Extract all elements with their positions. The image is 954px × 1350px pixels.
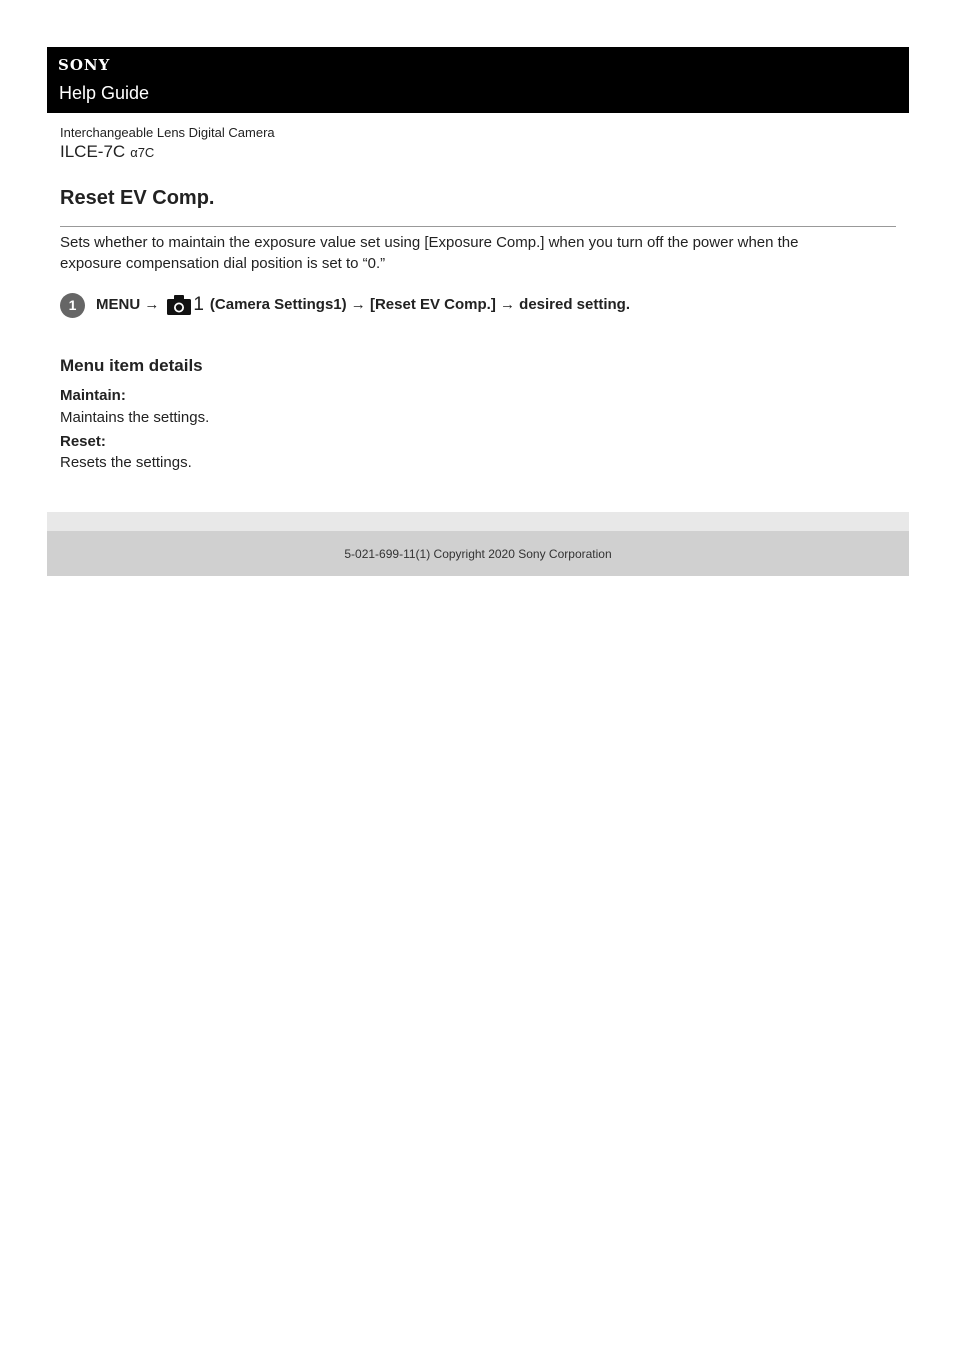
help-guide-title: Help Guide: [59, 83, 150, 103]
footer-top-band: [47, 512, 909, 531]
model-name: ILCE-7C: [60, 142, 126, 161]
camera-settings-1-icon: [167, 295, 204, 315]
camera-settings-number: 1: [193, 294, 204, 315]
model-line: [60, 142, 154, 163]
item-term-reset: Reset:: [60, 433, 106, 450]
step-menu-prefix: MENU →: [96, 296, 160, 313]
step-number-badge: 1: [60, 293, 85, 318]
page-header: [47, 47, 909, 113]
page-title: Reset EV Comp.: [60, 187, 215, 209]
item-term-maintain: Maintain:: [60, 387, 126, 404]
page-footer: [47, 531, 909, 576]
step-menu-suffix: (Camera Settings1) → [Reset EV Comp.] → desired setting.: [209, 296, 631, 313]
camera-glyph: [167, 295, 191, 315]
item-desc-maintain: Maintains the settings.: [60, 409, 210, 426]
intro-text: Sets whether to maintain the exposure value set using [Exposure Comp.] when you turn off the power when the exposure compensation dial position is set to “0.”: [60, 234, 799, 272]
step-1: [60, 291, 630, 319]
copyright-text: 5-021-699-11(1) Copyright 2020 Sony Corporation: [344, 546, 612, 561]
item-desc-reset: Resets the settings.: [60, 454, 192, 471]
menu-item-details-heading: Menu item details: [60, 356, 203, 375]
sony-logo: SONY: [58, 56, 111, 74]
product-type: Interchangeable Lens Digital Camera: [60, 125, 275, 140]
model-alias: α7C: [130, 145, 155, 160]
title-divider: [60, 226, 896, 227]
step-instruction: [96, 294, 630, 316]
